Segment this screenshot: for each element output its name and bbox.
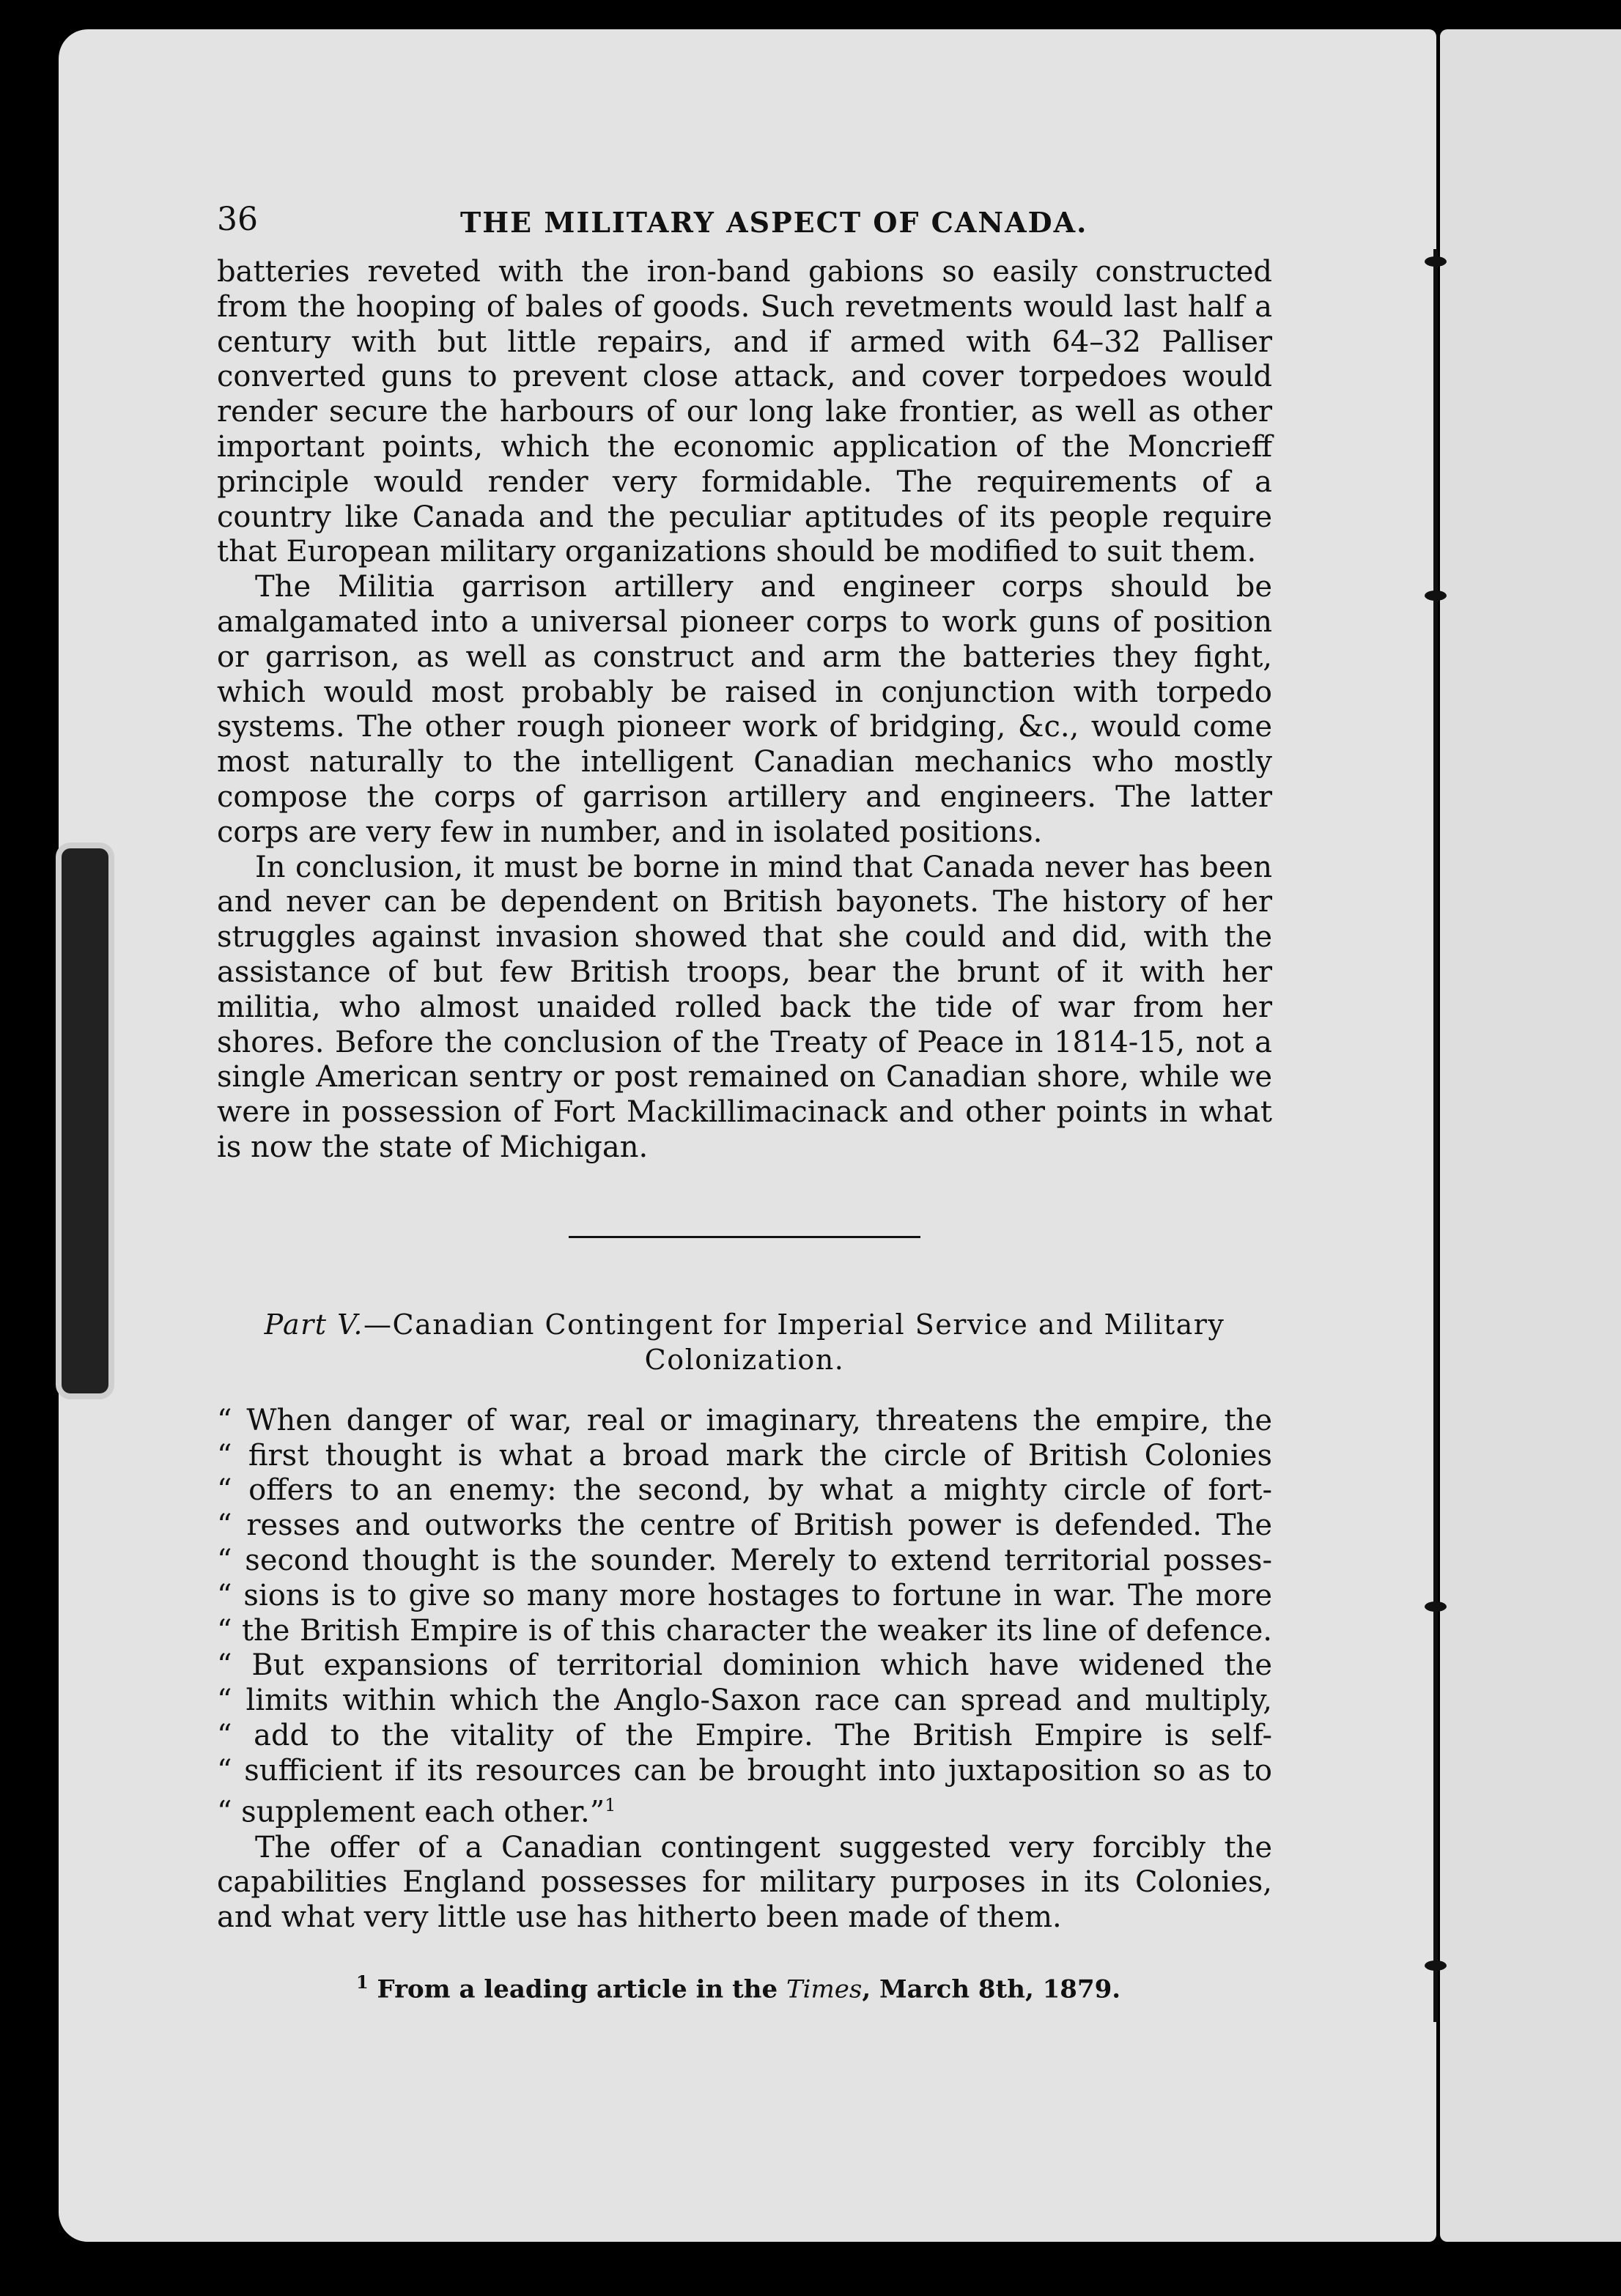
quote-line: “ the British Empire is of this character the weaker its line of defence. xyxy=(217,1613,1272,1648)
part-heading xyxy=(217,1307,1272,1377)
quote-line: “ second thought is the sounder. Merely to extend territorial posses- xyxy=(217,1543,1272,1577)
quote-line: “ sufficient if its resources can be brought into juxtaposition so as to xyxy=(217,1753,1272,1788)
spine-stitch xyxy=(1425,256,1447,267)
paragraph: The Militia garrison artillery and engineer corps should be amalgamated into a universal pioneer corps to work guns of position or garrison, as well as construct and arm the batteries they fight, which would most probably be raised in conjunction with torpedo systems. The other rough pioneer work of bridging, &c., would come most naturally to the intelligent Canadian mechanics who mostly compose the corps of garrison artillery and engineers. The latter corps are very few in number, and in isolated positions. xyxy=(217,570,1272,849)
footnote-date: , March 8th, 1879. xyxy=(862,1974,1121,2004)
footnote-ref: 1 xyxy=(605,1795,616,1816)
paragraph: In conclusion, it must be borne in mind that Canada never has been and never can be dependent on British bayonets. The history of her struggles against invasion showed that she could and did, with the assistance of but few British troops, bear the brunt of it with her militia, who almost unaided rolled back the tide of war from her shores. Before the conclusion of the Treaty of Peace in 1814-15, not a single American sentry or post remained on Canadian shore, while we were in possession of Fort Mackillimacinack and other points in what is now the state of Michigan. xyxy=(217,850,1272,1164)
quote-line: “ supplement each other.” xyxy=(217,1795,605,1829)
part-title-line2: Colonization. xyxy=(644,1343,845,1376)
running-title: THE MILITARY ASPECT OF CANADA. xyxy=(460,206,1088,239)
page-number: 36 xyxy=(217,201,258,238)
quote-line: “ limits within which the Anglo-Saxon race can spread and multiply, xyxy=(217,1684,1272,1718)
footnote-text: From a leading article in the xyxy=(377,1974,778,2004)
binding-clip xyxy=(56,843,114,1399)
spine-stitch xyxy=(1425,590,1447,601)
adjacent-page-edge xyxy=(1440,29,1621,2242)
quote-line: “ offers to an enemy: the second, by what a mighty circle of fort- xyxy=(217,1473,1272,1508)
part-label: Part V. xyxy=(264,1308,364,1341)
quote-line: “ resses and outworks the centre of British power is defended. The xyxy=(217,1508,1272,1543)
running-head xyxy=(217,176,1272,239)
page-text xyxy=(217,176,1272,2007)
footnote-source: Times xyxy=(786,1974,863,2004)
quote-line: “ When danger of war, real or imaginary, threatens the empire, the xyxy=(217,1403,1272,1437)
paragraph: batteries reveted with the iron-band gabions so easily constructed from the hooping of bales of goods. Such revetments would last half a century with but little repairs, and if armed with 64–32 Palliser converted guns to prevent close attack, and cover torpedoes would render secure the harbours of our long lake frontier, as well as other important points, which the economic application of the Moncrieff principle would render very formidable. The requirements of a country like Canada and the peculiar aptitudes of its people require that European military organizations should be modified to suit them. xyxy=(217,255,1272,569)
footnote xyxy=(217,1965,1272,2007)
quote-line: “ But expansions of territorial dominion which have widened the xyxy=(217,1648,1272,1683)
quote-line: “ first thought is what a broad mark the circle of British Colonies xyxy=(217,1438,1272,1473)
section-divider xyxy=(569,1236,920,1238)
block-quote xyxy=(217,1404,1272,1831)
footnote-marker: 1 xyxy=(356,1971,369,1993)
quote-line: “ sions is to give so many more hostages to fortune in war. The more xyxy=(217,1578,1272,1612)
spine-stitch xyxy=(1425,1960,1447,1971)
page-spine xyxy=(1433,249,1438,2022)
part-title-line1: —Canadian Contingent for Imperial Service and Military xyxy=(363,1308,1225,1341)
quote-line: “ add to the vitality of the Empire. The British Empire is self- xyxy=(217,1718,1272,1752)
closing-paragraph: The offer of a Canadian contingent suggested very forcibly the capabilities England possesses for military purposes in its Colonies, and what very little use has hitherto been made of them. xyxy=(217,1830,1272,1935)
spine-stitch xyxy=(1425,1601,1447,1612)
quote-last-line xyxy=(217,1788,1272,1830)
